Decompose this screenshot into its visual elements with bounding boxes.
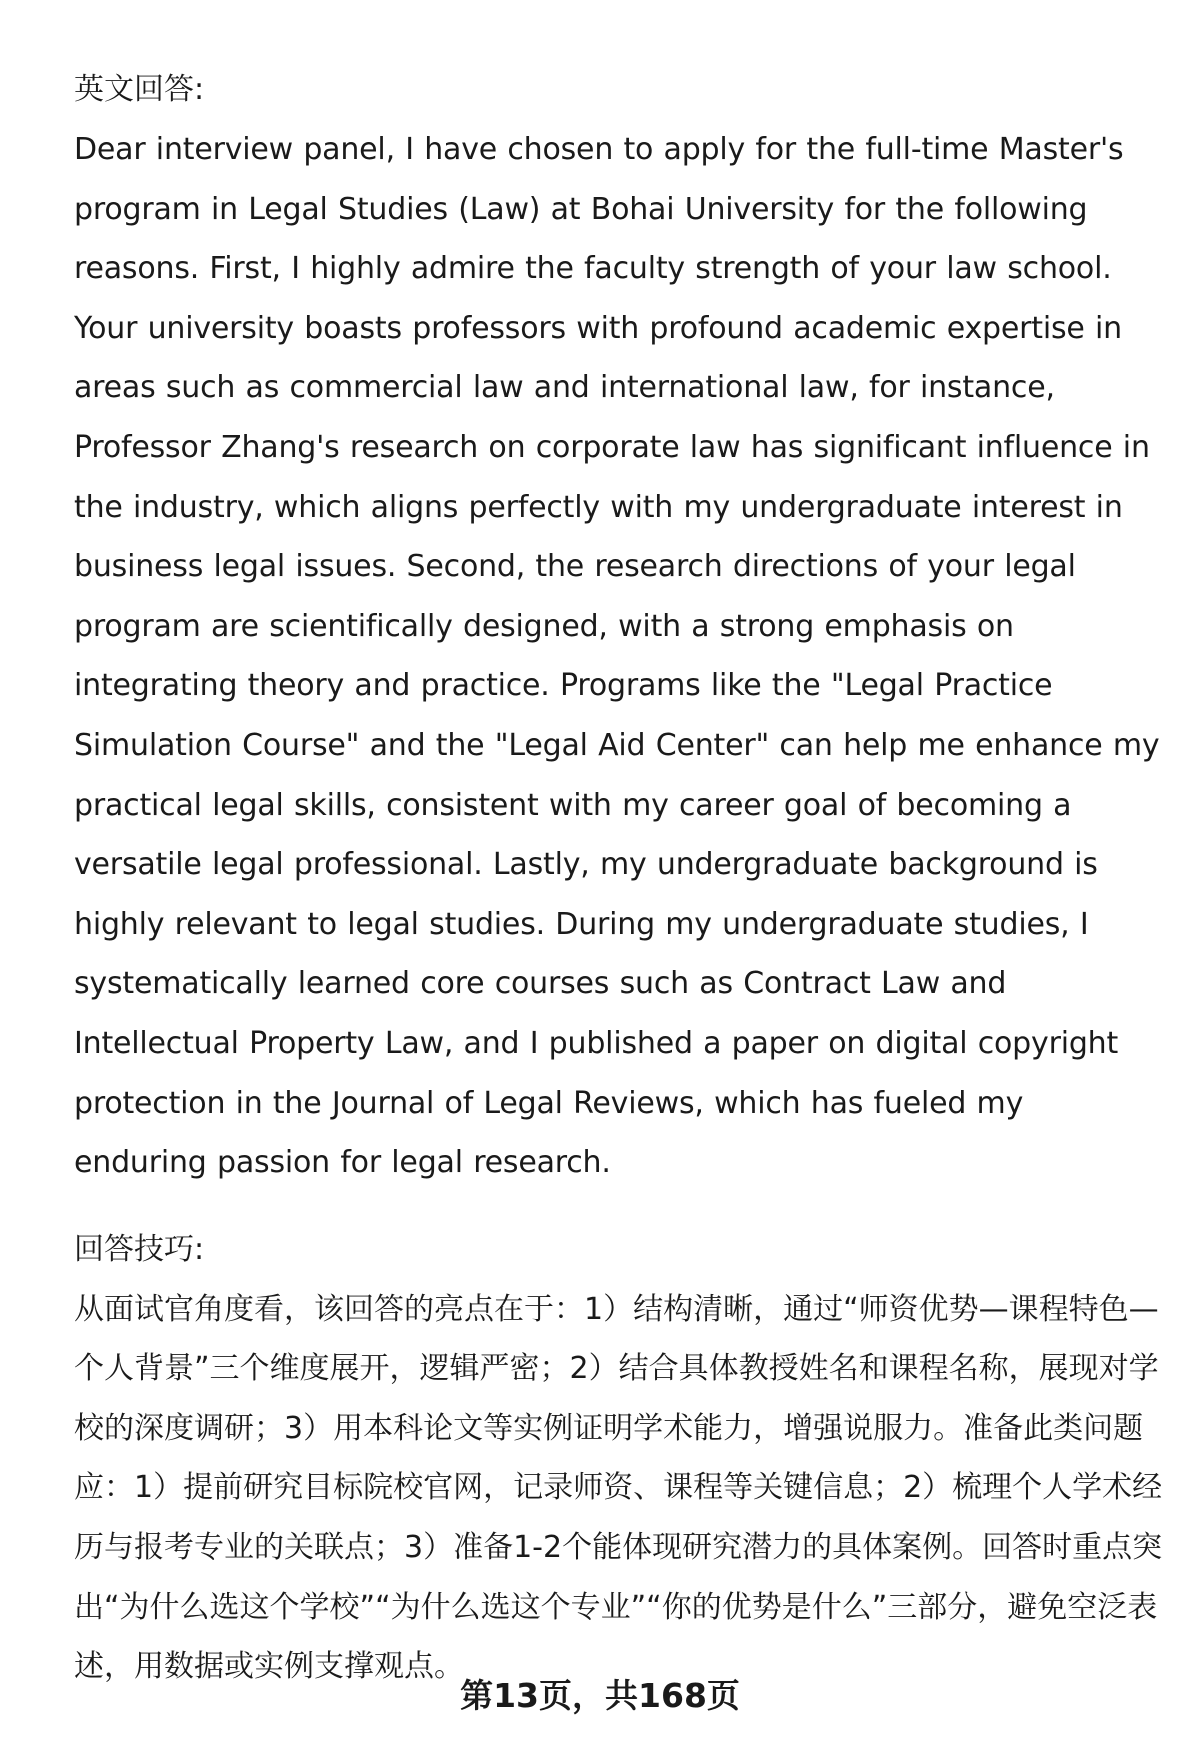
answer-tips-label: 回答技巧:: [74, 1231, 205, 1267]
section-spacer: [74, 1193, 1164, 1220]
english-answer-label: 英文回答:: [74, 72, 205, 107]
page-indicator: 第13页，共168页: [460, 1676, 740, 1715]
english-answer-text: Dear interview panel, I have chosen to apply for the full-time Master's program in Legal Studies (Law) at Bohai University for the following reasons. First, I highly admire the faculty strength of your law school. Your university boasts professors with profound academic expertise in areas such as commercial law and international law, for instance, Professor Zhang's research on corporate law has significant influence in the industry, which aligns perfectly with my undergraduate interest in business legal issues. Second, the research directions of your legal program are scientifically designed, with a strong emphasis on integrating theory and practice. Programs like the "Legal Practice Simulation Course" and the "Legal Aid Center" can help me enhance my practical legal skills, consistent with my career goal of becoming a versatile legal professional. Lastly, my undergraduate background is highly relevant to legal studies. During my undergraduate studies, I systematically learned core courses such as Contract Law and Intellectual Property Law, and I published a paper on digital copyright protection in the Journal of Legal Reviews, which has fueled my enduring passion for legal research.: [74, 132, 1160, 1181]
document-page: [74, 60, 1164, 1697]
answer-tips-text: 从面试官角度看，该回答的亮点在于：1）结构清晰，通过“师资优势—课程特色—个人背景”三个维度展开，逻辑严密；2）结合具体教授姓名和课程名称，展现对学校的深度调研；3）用本科论文等实例证明学术能力，增强说服力。准备此类问题应：1）提前研究目标院校官网，记录师资、课程等关键信息；2）梳理个人学术经历与报考专业的关联点；3）准备1-2个能体现研究潜力的具体案例。回答时重点突出“为什么选这个学校”“为什么选这个专业”“你的优势是什么”三部分，避免空泛表述，用数据或实例支撑观点。: [74, 1291, 1163, 1685]
